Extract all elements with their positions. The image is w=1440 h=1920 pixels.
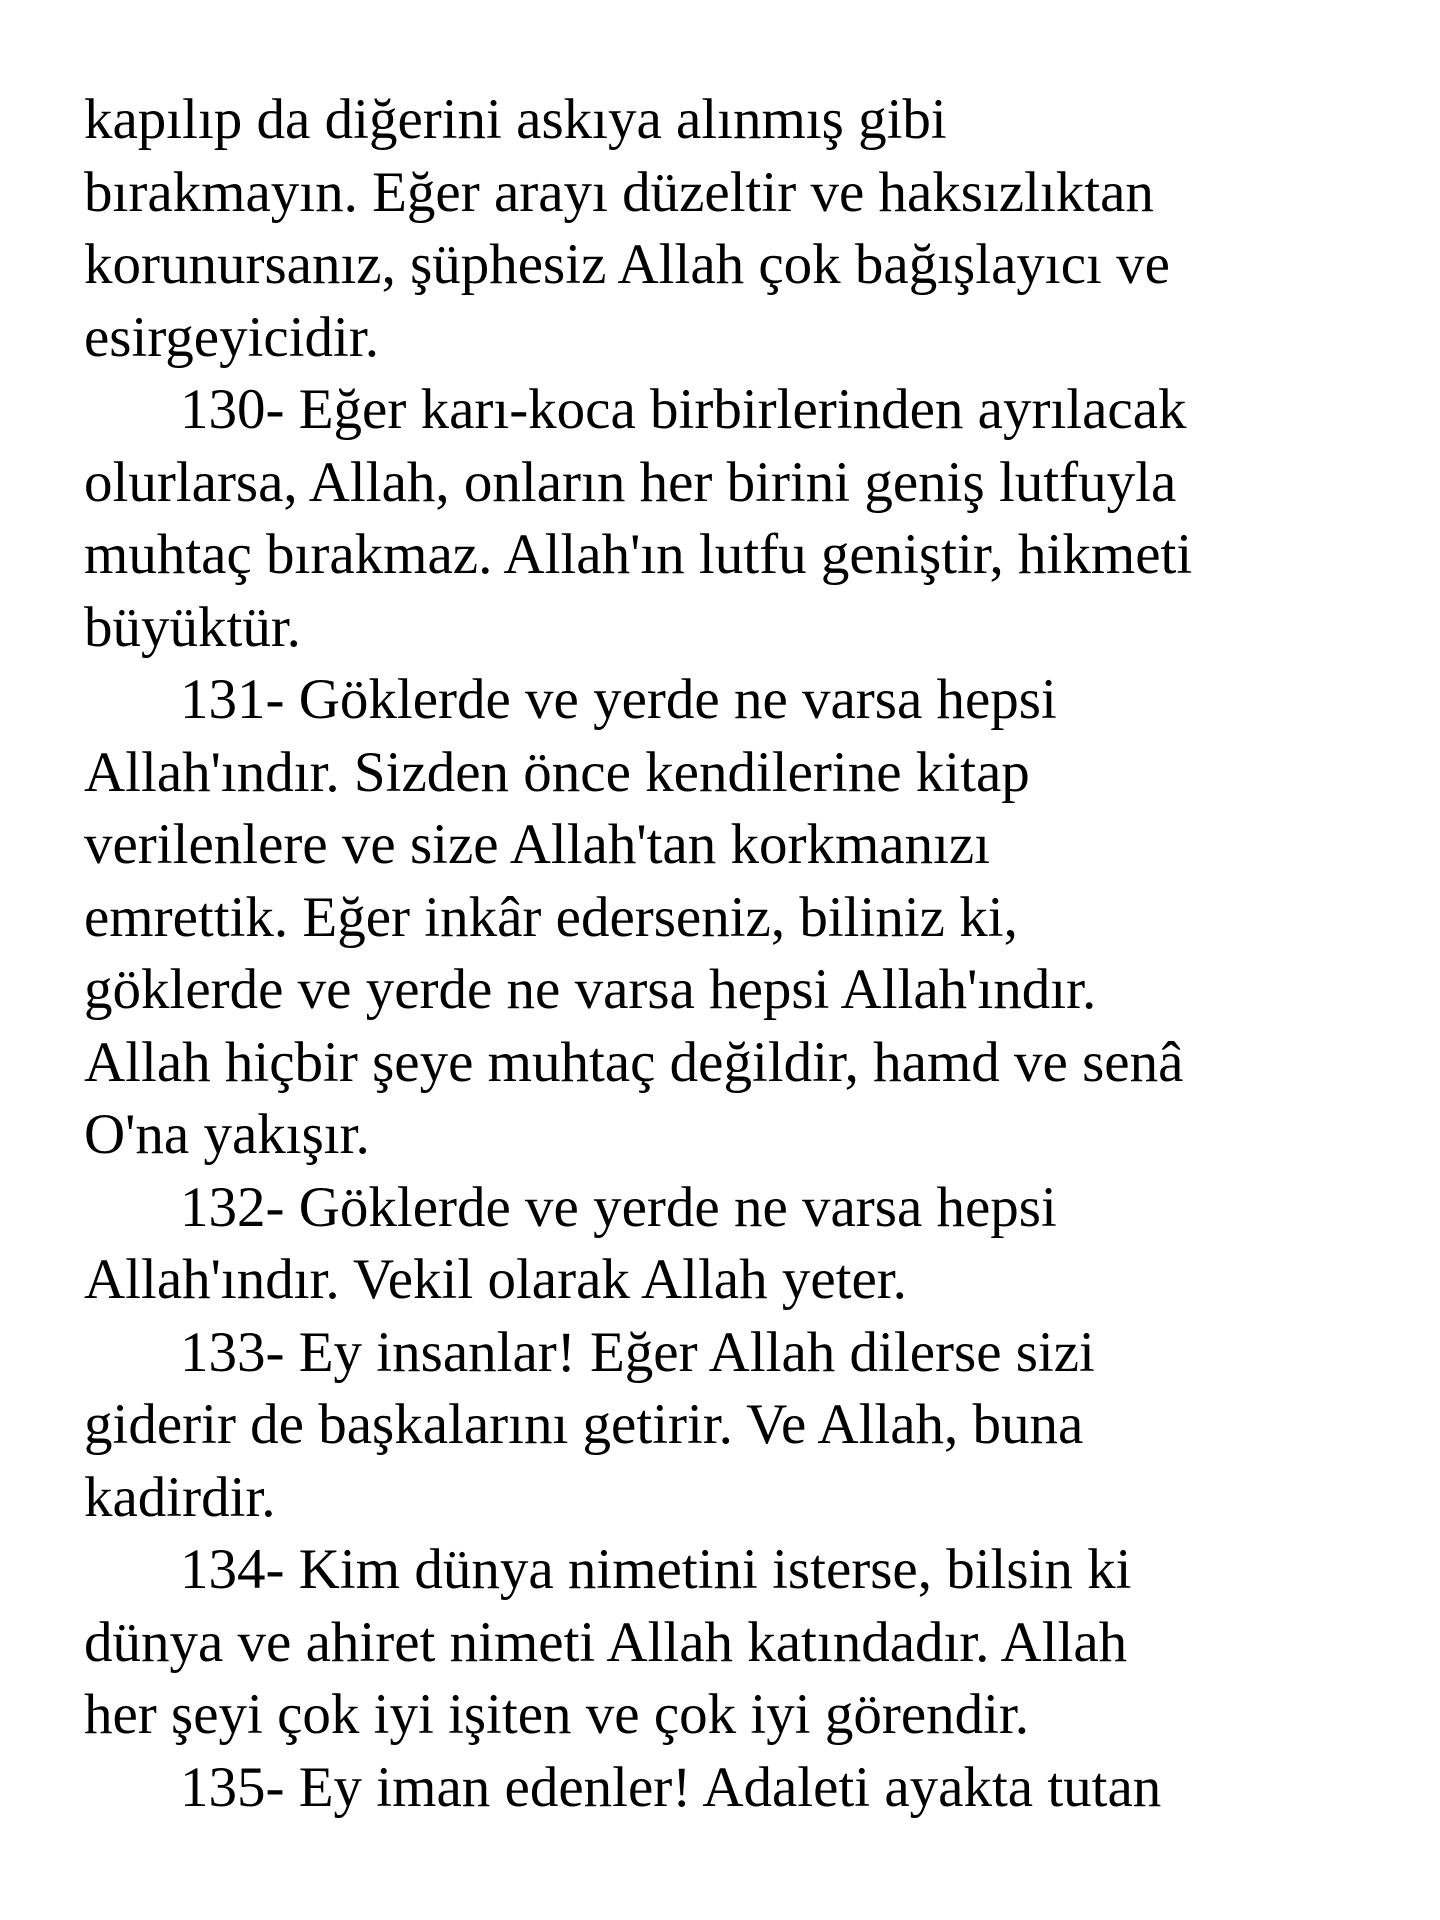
text-line: her şeyi çok iyi işiten ve çok iyi görendir. — [84, 1683, 1030, 1746]
text-line: büyüktür. — [84, 595, 301, 659]
text-line: Allah'ındır. Vekil olarak Allah yeter. — [84, 1248, 907, 1311]
text-line: bırakmayın. Eğer arayı düzeltir ve haksızlıktan — [84, 160, 1154, 224]
text-line: emrettik. Eğer inkâr ederseniz, biliniz ki, — [84, 885, 1018, 949]
text-line: muhtaç bırakmaz. Allah'ın lutfu geniştir, hikmeti — [84, 523, 1193, 586]
verse-132-start: 132- Göklerde ve yerde ne varsa hepsi — [180, 1175, 1057, 1239]
verse-130-start: 130- Eğer karı-koca birbirlerinden ayrılacak — [180, 378, 1187, 441]
text-line: olurlarsa, Allah, onların her birini geniş lutfuyla — [84, 450, 1177, 514]
document-page — [84, 84, 1384, 1824]
text-line: O'na yakışır. — [84, 1103, 370, 1166]
text-line: giderir de başkalarını getirir. Ve Allah, buna — [84, 1393, 1084, 1456]
text-line: Allah hiçbir şeye muhtaç değildir, hamd ve senâ — [84, 1030, 1184, 1094]
text-line: korunursanız, şüphesiz Allah çok bağışlayıcı ve — [84, 233, 1170, 296]
text-line: Allah'ındır. Sizden önce kendilerine kitap — [84, 740, 1030, 804]
text-line: kapılıp da diğerini askıya alınmış gibi — [84, 88, 947, 151]
text-line: esirgeyicidir. — [84, 305, 379, 369]
text-line: kadirdir. — [84, 1465, 276, 1529]
verse-135-start: 135- Ey iman edenler! Adaleti ayakta tutan — [180, 1755, 1162, 1819]
verse-133-start: 133- Ey insanlar! Eğer Allah dilerse sizi — [180, 1320, 1095, 1384]
verse-131-start: 131- Göklerde ve yerde ne varsa hepsi — [180, 668, 1057, 731]
verse-134-start: 134- Kim dünya nimetini isterse, bilsin ki — [180, 1538, 1132, 1601]
text-line: dünya ve ahiret nimeti Allah katındadır. Allah — [84, 1610, 1128, 1674]
text-line: verilenlere ve size Allah'tan korkmanızı — [84, 813, 991, 876]
text-line: göklerde ve yerde ne varsa hepsi Allah'ındır. — [84, 958, 1097, 1021]
